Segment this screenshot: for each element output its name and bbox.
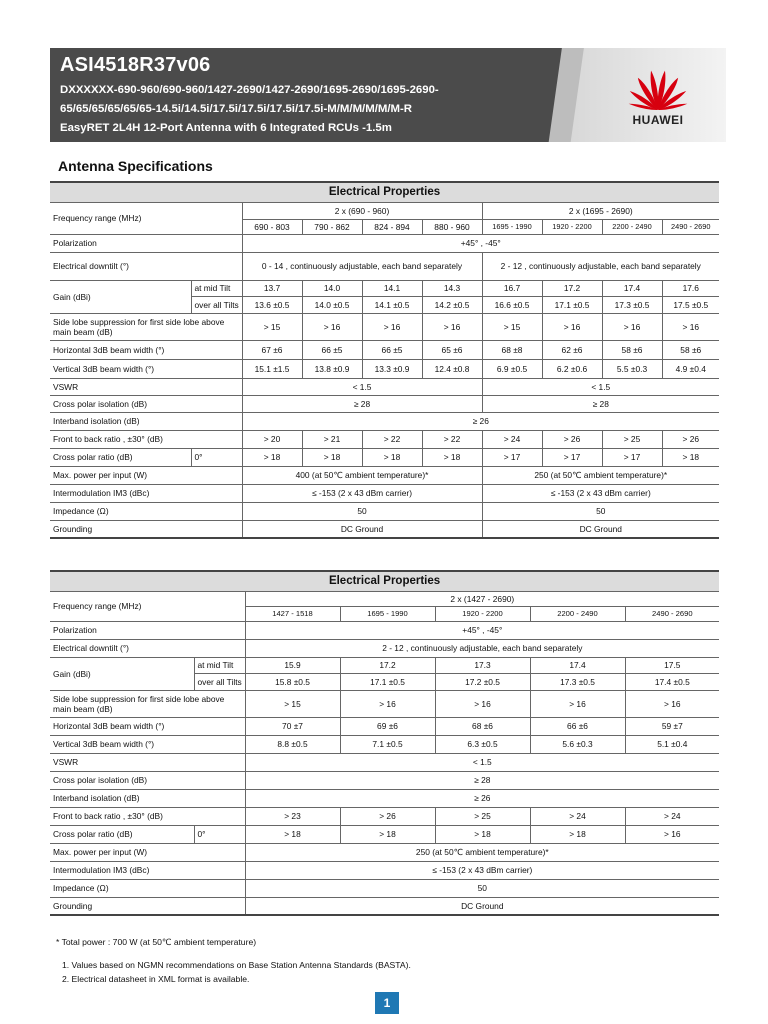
gain-all-value: 17.3 ±0.5 <box>530 673 625 690</box>
ftb-value: > 26 <box>340 807 435 825</box>
ftb-value: > 22 <box>362 430 422 448</box>
band-header: 1695 - 1990 <box>482 219 542 234</box>
vbw-value: 12.4 ±0.8 <box>422 359 482 378</box>
row-label-interband: Interband isolation (dB) <box>50 789 245 807</box>
hbw-value: 58 ±6 <box>662 340 719 359</box>
row-label-cpr: Cross polar ratio (dB) <box>50 825 194 843</box>
vbw-value: 5.1 ±0.4 <box>625 735 719 753</box>
gain-mid-value: 14.1 <box>362 280 422 296</box>
sidelobe-value: > 16 <box>602 313 662 340</box>
cpr-value: > 18 <box>662 448 719 466</box>
band-header: 880 - 960 <box>422 219 482 234</box>
hbw-value: 70 ±7 <box>245 717 340 735</box>
hbw-value: 62 ±6 <box>542 340 602 359</box>
row-label-frequency: Frequency range (MHz) <box>50 591 245 621</box>
row-label-downtilt: Electrical downtilt (°) <box>50 252 242 280</box>
table-heading: Electrical Properties <box>50 182 719 202</box>
band-group-high: 2 x (1695 - 2690) <box>482 202 719 219</box>
gain-all-value: 17.2 ±0.5 <box>435 673 530 690</box>
gain-all-value: 14.0 ±0.5 <box>302 296 362 313</box>
power-high: 250 (at 50℃ ambient temperature)* <box>482 466 719 484</box>
sidelobe-value: > 16 <box>302 313 362 340</box>
gain-all-value: 17.4 ±0.5 <box>625 673 719 690</box>
ftb-value: > 22 <box>422 430 482 448</box>
vbw-value: 6.3 ±0.5 <box>435 735 530 753</box>
ftb-value: > 25 <box>602 430 662 448</box>
table-heading: Electrical Properties <box>50 571 719 591</box>
row-label-im3: Intermodulation IM3 (dBc) <box>50 861 245 879</box>
row-label-polarization: Polarization <box>50 621 245 639</box>
gain-mid-value: 13.7 <box>242 280 302 296</box>
sidelobe-value: > 15 <box>242 313 302 340</box>
cpr-value: > 18 <box>302 448 362 466</box>
band-header: 2490 - 2690 <box>625 606 719 621</box>
vbw-value: 5.6 ±0.3 <box>530 735 625 753</box>
cpr-value: > 18 <box>530 825 625 843</box>
cpi-high: ≥ 28 <box>482 395 719 412</box>
vbw-value: 5.5 ±0.3 <box>602 359 662 378</box>
electrical-properties-table-2 <box>50 570 719 916</box>
hbw-value: 65 ±6 <box>422 340 482 359</box>
power-low: 400 (at 50℃ ambient temperature)* <box>242 466 482 484</box>
interband-value: ≥ 26 <box>245 789 719 807</box>
vswr-low: < 1.5 <box>242 378 482 395</box>
band-header: 690 - 803 <box>242 219 302 234</box>
sidelobe-value: > 16 <box>362 313 422 340</box>
row-label-gain: Gain (dBi) <box>50 280 191 313</box>
hbw-value: 59 ±7 <box>625 717 719 735</box>
band-header: 1920 - 2200 <box>542 219 602 234</box>
vswr-value: < 1.5 <box>245 753 719 771</box>
row-label-interband: Interband isolation (dB) <box>50 412 242 430</box>
gain-all-value: 17.1 ±0.5 <box>340 673 435 690</box>
vbw-value: 13.8 ±0.9 <box>302 359 362 378</box>
grounding-high: DC Ground <box>482 520 719 538</box>
row-label-downtilt: Electrical downtilt (°) <box>50 639 245 657</box>
impedance-high: 50 <box>482 502 719 520</box>
gain-all-value: 16.6 ±0.5 <box>482 296 542 313</box>
sidelobe-value: > 15 <box>245 690 340 717</box>
impedance-value: 50 <box>245 879 719 897</box>
gain-mid-value: 17.4 <box>602 280 662 296</box>
gain-all-label: over all Tilts <box>194 673 245 690</box>
band-group: 2 x (1427 - 2690) <box>245 591 719 606</box>
downtilt-high: 2 - 12 , continuously adjustable, each band separately <box>482 252 719 280</box>
section-title: Antenna Specifications <box>58 158 213 174</box>
gain-mid-value: 14.0 <box>302 280 362 296</box>
hbw-value: 67 ±6 <box>242 340 302 359</box>
band-header: 1427 - 1518 <box>245 606 340 621</box>
row-label-ftb: Front to back ratio , ±30° (dB) <box>50 807 245 825</box>
gain-all-value: 17.1 ±0.5 <box>542 296 602 313</box>
gain-mid-label: at mid Tilt <box>191 280 242 296</box>
impedance-low: 50 <box>242 502 482 520</box>
cpr-value: > 18 <box>242 448 302 466</box>
product-subtitle-line-1: DXXXXXX-690-960/690-960/1427-2690/1427-2690/1695-2690/1695-2690- <box>60 84 439 96</box>
sidelobe-value: > 16 <box>530 690 625 717</box>
gain-all-value: 14.2 ±0.5 <box>422 296 482 313</box>
gain-mid-label: at mid Tilt <box>194 657 245 673</box>
gain-mid-value: 16.7 <box>482 280 542 296</box>
ftb-value: > 24 <box>482 430 542 448</box>
row-label-cpr: Cross polar ratio (dB) <box>50 448 191 466</box>
row-label-frequency: Frequency range (MHz) <box>50 202 242 234</box>
ftb-value: > 20 <box>242 430 302 448</box>
row-label-cpi: Cross polar isolation (dB) <box>50 771 245 789</box>
cpr-value: > 17 <box>602 448 662 466</box>
band-header: 790 - 862 <box>302 219 362 234</box>
gain-all-value: 14.1 ±0.5 <box>362 296 422 313</box>
row-label-vbw: Vertical 3dB beam width (°) <box>50 735 245 753</box>
row-label-polarization: Polarization <box>50 234 242 252</box>
im3-value: ≤ -153 (2 x 43 dBm carrier) <box>245 861 719 879</box>
hbw-value: 66 ±5 <box>302 340 362 359</box>
gain-mid-value: 17.2 <box>340 657 435 673</box>
band-header: 1920 - 2200 <box>435 606 530 621</box>
vbw-value: 6.2 ±0.6 <box>542 359 602 378</box>
power-value: 250 (at 50℃ ambient temperature)* <box>245 843 719 861</box>
hbw-value: 66 ±5 <box>362 340 422 359</box>
sidelobe-value: > 16 <box>542 313 602 340</box>
row-label-grounding: Grounding <box>50 520 242 538</box>
row-label-cpi: Cross polar isolation (dB) <box>50 395 242 412</box>
polarization-value: +45° , -45° <box>242 234 719 252</box>
im3-low: ≤ -153 (2 x 43 dBm carrier) <box>242 484 482 502</box>
gain-mid-value: 17.5 <box>625 657 719 673</box>
ftb-value: > 24 <box>530 807 625 825</box>
cpr-value: > 17 <box>542 448 602 466</box>
sidelobe-value: > 16 <box>340 690 435 717</box>
sidelobe-value: > 15 <box>482 313 542 340</box>
ftb-value: > 26 <box>542 430 602 448</box>
band-header: 2200 - 2490 <box>530 606 625 621</box>
sidelobe-value: > 16 <box>422 313 482 340</box>
hbw-value: 69 ±6 <box>340 717 435 735</box>
sidelobe-value: > 16 <box>435 690 530 717</box>
row-label-hbw: Horizontal 3dB beam width (°) <box>50 717 245 735</box>
ftb-value: > 25 <box>435 807 530 825</box>
row-label-impedance: Impedance (Ω) <box>50 879 245 897</box>
sidelobe-value: > 16 <box>662 313 719 340</box>
note-1: 1. Values based on NGMN recommendations on Base Station Antenna Standards (BASTA). <box>62 960 411 970</box>
cpi-value: ≥ 28 <box>245 771 719 789</box>
vbw-value: 15.1 ±1.5 <box>242 359 302 378</box>
gain-mid-value: 17.6 <box>662 280 719 296</box>
im3-high: ≤ -153 (2 x 43 dBm carrier) <box>482 484 719 502</box>
grounding-value: DC Ground <box>245 897 719 915</box>
cpi-low: ≥ 28 <box>242 395 482 412</box>
row-label-vswr: VSWR <box>50 753 245 771</box>
row-label-power: Max. power per input (W) <box>50 843 245 861</box>
hbw-value: 66 ±6 <box>530 717 625 735</box>
band-group-low: 2 x (690 - 960) <box>242 202 482 219</box>
interband-value: ≥ 26 <box>242 412 719 430</box>
huawei-logo <box>620 64 700 134</box>
ftb-value: > 26 <box>662 430 719 448</box>
product-title: ASI4518R37v06 <box>60 54 211 76</box>
gain-mid-value: 17.2 <box>542 280 602 296</box>
row-label-vswr: VSWR <box>50 378 242 395</box>
gain-all-value: 17.3 ±0.5 <box>602 296 662 313</box>
row-label-grounding: Grounding <box>50 897 245 915</box>
row-label-gain: Gain (dBi) <box>50 657 194 690</box>
gain-all-value: 13.6 ±0.5 <box>242 296 302 313</box>
sidelobe-value: > 16 <box>625 690 719 717</box>
vbw-value: 4.9 ±0.4 <box>662 359 719 378</box>
band-header: 2200 - 2490 <box>602 219 662 234</box>
vswr-high: < 1.5 <box>482 378 719 395</box>
note-2: 2. Electrical datasheet in XML format is available. <box>62 974 250 984</box>
gain-mid-value: 17.3 <box>435 657 530 673</box>
row-label-sidelobe: Side lobe suppression for first side lobe above main beam (dB) <box>50 690 245 717</box>
cpr-value: > 16 <box>625 825 719 843</box>
downtilt-value: 2 - 12 , continuously adjustable, each band separately <box>245 639 719 657</box>
cpr-value: > 18 <box>362 448 422 466</box>
huawei-flower-icon <box>620 64 696 112</box>
product-subtitle-line-3: EasyRET 2L4H 12-Port Antenna with 6 Integrated RCUs -1.5m <box>60 122 392 134</box>
downtilt-low: 0 - 14 , continuously adjustable, each band separately <box>242 252 482 280</box>
cpr-angle: 0° <box>191 448 242 466</box>
band-header: 1695 - 1990 <box>340 606 435 621</box>
cpr-value: > 18 <box>435 825 530 843</box>
cpr-value: > 18 <box>340 825 435 843</box>
row-label-vbw: Vertical 3dB beam width (°) <box>50 359 242 378</box>
hbw-value: 58 ±6 <box>602 340 662 359</box>
vbw-value: 7.1 ±0.5 <box>340 735 435 753</box>
row-label-ftb: Front to back ratio , ±30° (dB) <box>50 430 242 448</box>
hbw-value: 68 ±8 <box>482 340 542 359</box>
polarization-value: +45° , -45° <box>245 621 719 639</box>
gain-mid-value: 14.3 <box>422 280 482 296</box>
row-label-hbw: Horizontal 3dB beam width (°) <box>50 340 242 359</box>
ftb-value: > 24 <box>625 807 719 825</box>
gain-all-value: 15.8 ±0.5 <box>245 673 340 690</box>
gain-mid-value: 15.9 <box>245 657 340 673</box>
page-number: 1 <box>375 992 399 1014</box>
vbw-value: 6.9 ±0.5 <box>482 359 542 378</box>
row-label-sidelobe: Side lobe suppression for first side lobe above main beam (dB) <box>50 313 242 340</box>
ftb-value: > 23 <box>245 807 340 825</box>
electrical-properties-table-1 <box>50 181 719 539</box>
vbw-value: 8.8 ±0.5 <box>245 735 340 753</box>
footnote-total-power: * Total power : 700 W (at 50℃ ambient temperature) <box>56 937 257 947</box>
row-label-power: Max. power per input (W) <box>50 466 242 484</box>
cpr-value: > 18 <box>245 825 340 843</box>
row-label-im3: Intermodulation IM3 (dBc) <box>50 484 242 502</box>
vbw-value: 13.3 ±0.9 <box>362 359 422 378</box>
product-subtitle-line-2: 65/65/65/65/65/65-14.5i/14.5i/17.5i/17.5i/17.5i/17.5i-M/M/M/M/M/M-R <box>60 103 413 115</box>
row-label-impedance: Impedance (Ω) <box>50 502 242 520</box>
cpr-angle: 0° <box>194 825 245 843</box>
ftb-value: > 21 <box>302 430 362 448</box>
gain-mid-value: 17.4 <box>530 657 625 673</box>
grounding-low: DC Ground <box>242 520 482 538</box>
cpr-value: > 18 <box>422 448 482 466</box>
band-header: 2490 - 2690 <box>662 219 719 234</box>
logo-text: HUAWEI <box>632 113 684 127</box>
hbw-value: 68 ±6 <box>435 717 530 735</box>
gain-all-label: over all Tilts <box>191 296 242 313</box>
band-header: 824 - 894 <box>362 219 422 234</box>
product-header <box>50 48 726 142</box>
cpr-value: > 17 <box>482 448 542 466</box>
gain-all-value: 17.5 ±0.5 <box>662 296 719 313</box>
